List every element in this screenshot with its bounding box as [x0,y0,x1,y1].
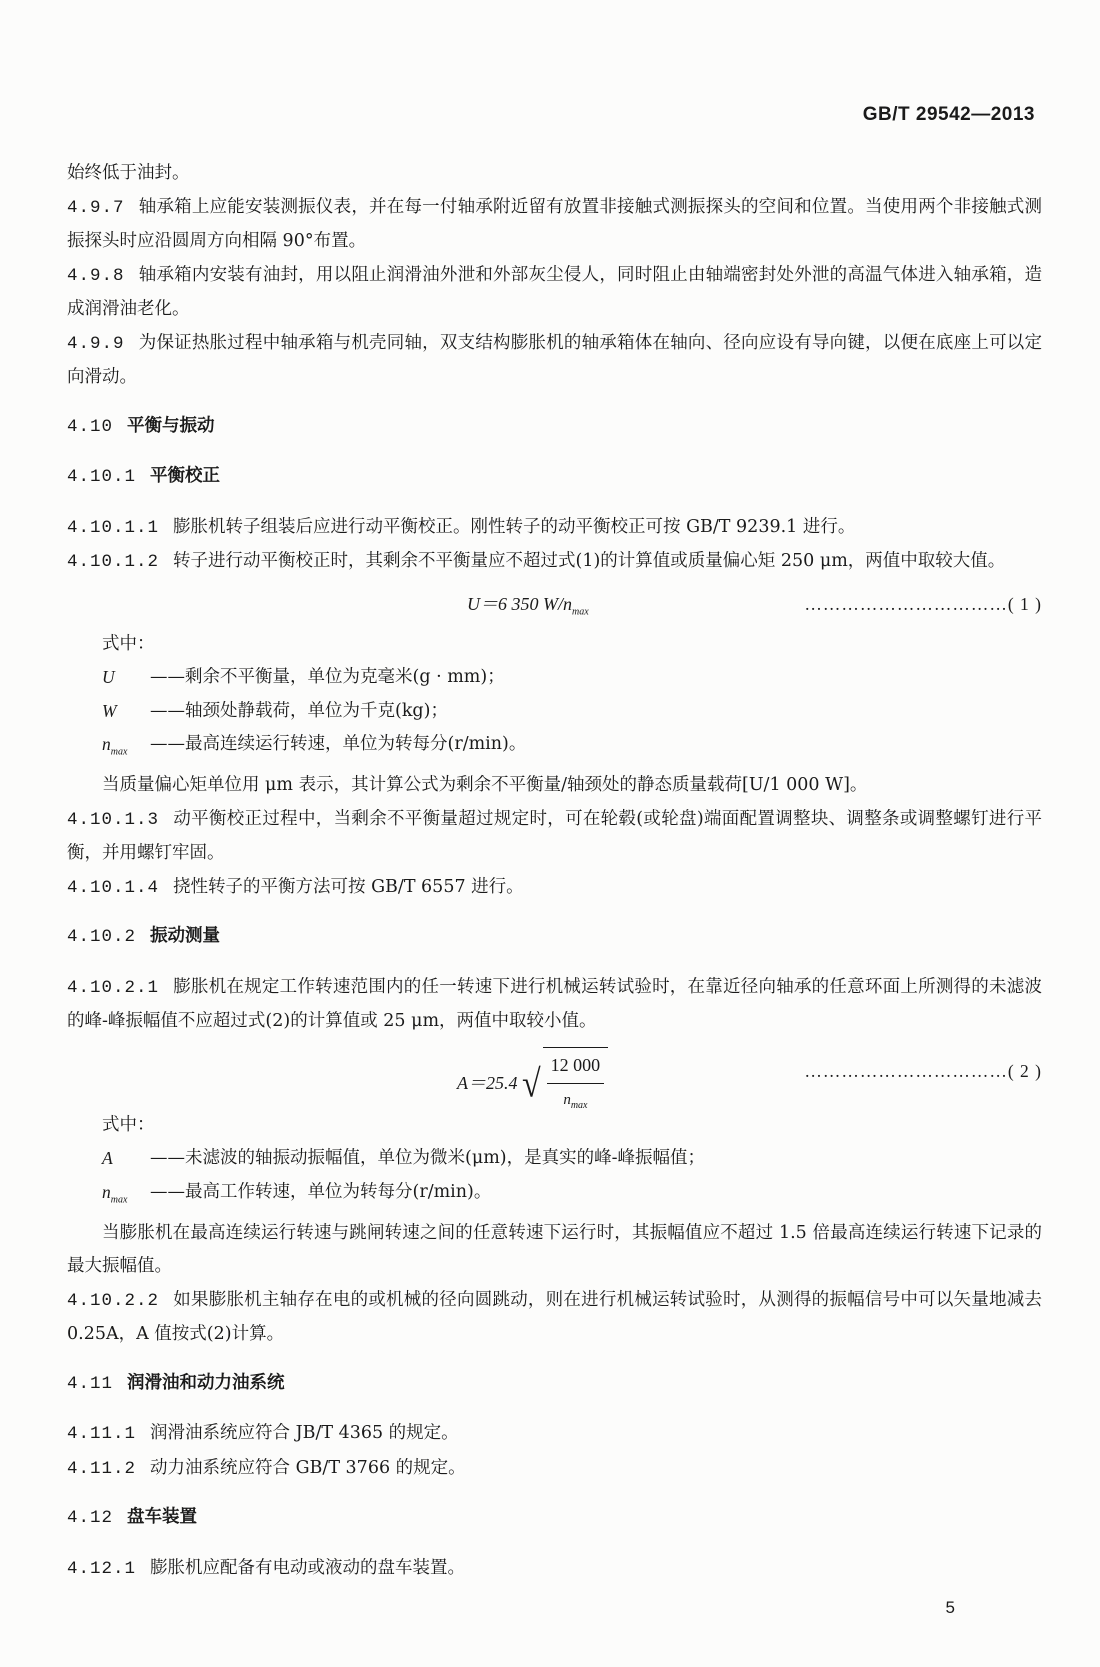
subscript: max [572,606,589,618]
where-label-2: 式中： [102,1114,155,1135]
clause-text: 轴承箱内安装有油封，用以阻止润滑油外泄和外部灰尘侵人，同时阻止由轴端密封处外泄的高温气体进入轴承箱，造成润滑油老化。 [67,264,1042,319]
variable-item: U ——剩余不平衡量，单位为克毫米(g · mm)； [102,667,505,687]
clause-4-9-9 [67,327,1042,395]
heading-4-10-1 [67,460,1042,495]
clause-4-10-1-3 [67,803,1042,871]
standard-code: GB/T 29542—2013 [862,104,1035,125]
note-mass-eccentricity: 当质量偏心矩单位用 μm 表示，其计算公式为剩余不平衡量/轴颈处的静态质量载荷[U/1 000 W]。 [102,775,868,795]
clause-4-12-1 [67,1552,1042,1587]
clause-number: 4.11.2 [67,1458,137,1479]
equation-1-formula: U＝6 350 $W/n_{max}$ [467,593,589,618]
clause-number: 4.9.7 [67,197,125,218]
clause-text: 润滑油系统应符合 JB/T 4365 的规定。 [150,1423,459,1443]
clause-text: 挠性转子的平衡方法可按 GB/T 6557 进行。 [173,876,524,897]
page-number: 5 [945,1598,955,1617]
clause-4-10-1-2 [67,545,1042,580]
clause-4-10-1-1 [67,511,1042,546]
variable-item: $n_{max}$ ——最高连续运行转速，单位为转每分(r/min)。 [102,734,527,758]
variable-item: A ——未滤波的轴振动振幅值，单位为微米(μm)，是真实的峰-峰振幅值； [102,1148,706,1168]
clause-text: 为保证热胀过程中轴承箱与机壳同轴，双支结构膨胀机的轴承箱体在轴向、径向应设有导向键，以便在底座上可以定向滑动。 [67,332,1042,387]
clause-text: 动平衡校正过程中，当剩余不平衡量超过规定时，可在轮毂(或轮盘)端面配置调整块、调整条或调整螺钉进行平衡，并用螺钉牢固。 [67,808,1042,863]
heading-text: 盘车装置 [127,1507,198,1527]
clause-4-9-8 [67,259,1042,327]
clause-text: 如果膨胀机主轴存在电的或机械的径向圆跳动，则在进行机械运转试验时，从测得的振幅信号中可以矢量地减去 0.25A，A 值按式(2)计算。 [67,1289,1042,1344]
equation-2-number: ……………………………( 2 ) [804,1060,1042,1081]
heading-number: 4.10.2 [67,927,137,947]
equation-2 [67,1043,1042,1111]
clause-text: 膨胀机应配备有电动或液动的盘车装置。 [150,1557,466,1578]
heading-text: 振动测量 [150,926,221,946]
heading-number: 4.12 [67,1508,114,1528]
equation-2-formula: A＝25.4 √ $\frac{12 000}{n_{max}}$ [457,1047,608,1123]
clause-number: 4.11.1 [67,1424,137,1444]
fraction: $\frac{12 000}{n_{max}}$ [543,1047,609,1123]
clause-text: 转子进行动平衡校正时，其剩余不平衡量应不超过式(1)的计算值或质量偏心矩 250 μm，两值中取较大值。 [173,551,1006,571]
heading-text: 平衡校正 [150,466,221,486]
heading-4-11 [67,1367,1042,1402]
clause-4-10-2-2 [67,1284,1042,1352]
clause-number: 4.10.2.1 [67,977,160,998]
variable-item: $n_{max}$ ——最高工作转速，单位为转每分(r/min)。 [102,1181,492,1205]
heading-4-10-2 [67,920,1042,955]
clause-text: 膨胀机转子组装后应进行动平衡校正。刚性转子的动平衡校正可按 GB/T 9239.1 进行。 [173,516,856,537]
clause-number: 4.10.1.3 [67,809,160,830]
clause-text: 膨胀机在规定工作转速范围内的任一转速下进行机械运转试验时，在靠近径向轴承的任意环面上所测得的未滤波的峰-峰振幅值不应超过式(2)的计算值或 25 μm，两值中取较小值。 [67,976,1042,1031]
clause-4-11-1 [67,1417,1042,1452]
paragraph-continuation: 始终低于油封。 [67,163,190,183]
clause-4-11-2 [67,1452,1042,1487]
heading-text: 平衡与振动 [127,415,215,436]
clause-number: 4.10.2.2 [67,1290,160,1311]
variable-list-1 [102,661,1042,769]
clause-text: 动力油系统应符合 GB/T 3766 的规定。 [150,1457,466,1478]
heading-4-12 [67,1501,1042,1536]
variable-list-2 [102,1142,1042,1217]
clause-text: 轴承箱上应能安装测振仪表，并在每一付轴承附近留有放置非接触式测振探头的空间和位置。当使用两个非接触式测振探头时应沿圆周方向相隔 90°布置。 [67,196,1042,251]
clause-4-10-1-4 [67,871,1042,906]
note-vibration-trip: 当膨胀机在最高连续运行转速与跳闸转速之间的任意转速下运行时，其振幅值应不超过 1.5 倍最高连续运行转速下记录的最大振幅值。 [67,1222,1042,1276]
where-label-1: 式中： [102,633,155,654]
heading-text: 润滑油和动力油系统 [127,1372,285,1393]
heading-number: 4.10.1 [67,467,137,487]
clause-number: 4.10.1.2 [67,552,160,572]
heading-4-10 [67,410,1042,445]
clause-number: 4.10.1.4 [67,877,160,898]
clause-number: 4.9.9 [67,333,125,354]
equation-1 [67,584,1042,624]
heading-number: 4.10 [67,416,114,437]
clause-number: 4.12.1 [67,1558,137,1579]
document-body [67,157,1042,1586]
clause-number: 4.10.1.1 [67,517,160,538]
clause-4-10-2-1 [67,971,1042,1039]
equation-1-number: ……………………………( 1 ) [804,593,1042,614]
sqrt-symbol: √ [522,1062,541,1106]
clause-number: 4.9.8 [67,265,125,286]
clause-4-9-7 [67,191,1042,259]
heading-number: 4.11 [67,1373,114,1394]
variable-item: W ——轴颈处静载荷，单位为千克(kg)； [102,700,448,721]
